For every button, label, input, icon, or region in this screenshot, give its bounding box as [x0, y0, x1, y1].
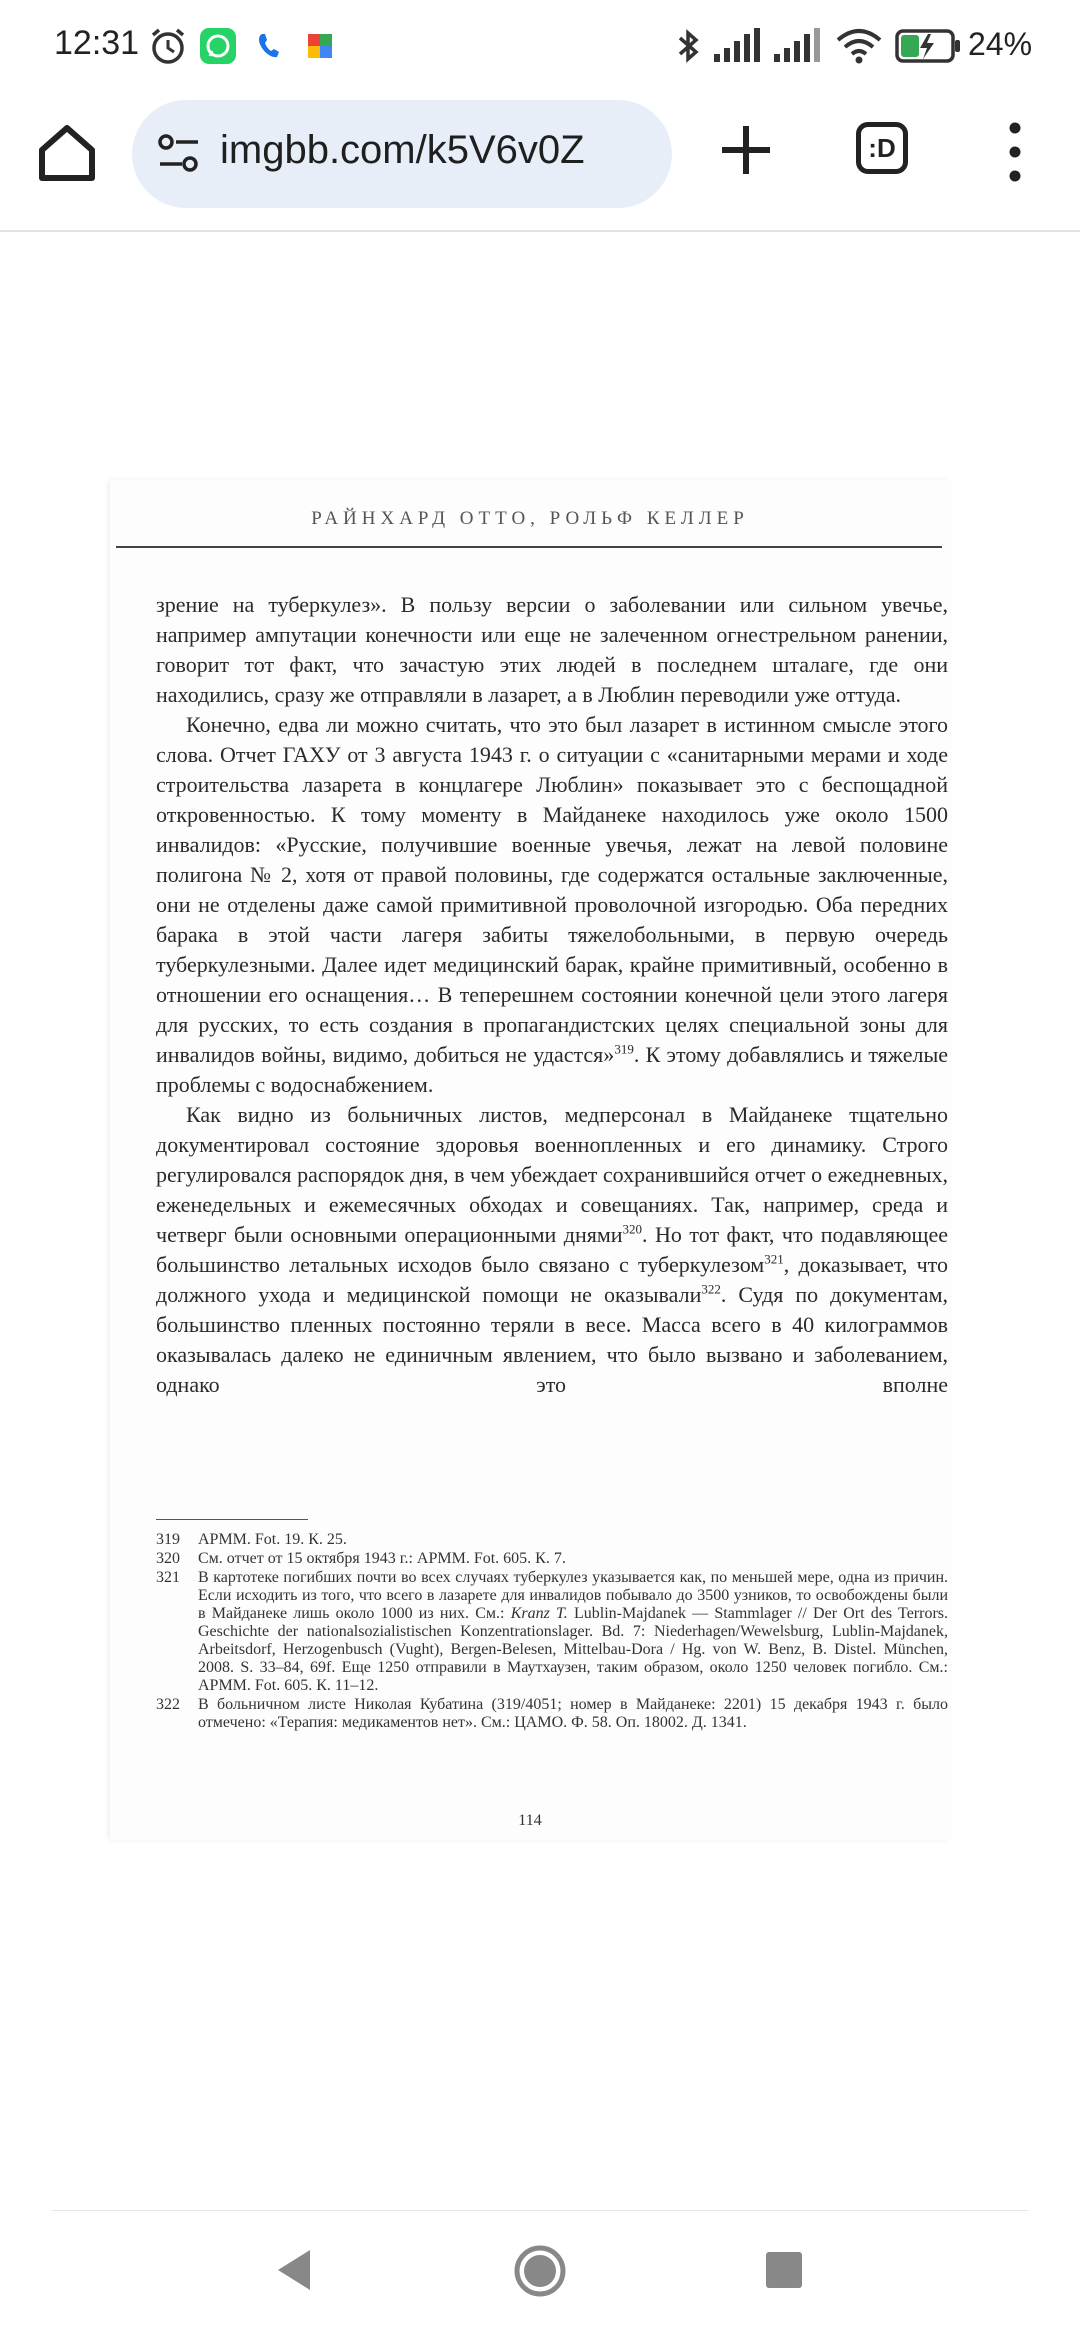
paragraph-text: . К этому добавлялись и тяжелые проблемы с водоснабжением.: [156, 1042, 948, 1097]
footnote-author: Kranz T.: [510, 1605, 568, 1622]
paragraph-text: Конечно, едва ли можно считать, что это был лазарет в истинном смысле этого слова. Отчет ГАХУ от 3 августа 1943 г. о ситуации с «санитарными мерами и ходе строительства лазарета в концлагере Люблин» показывает это с беспощадной откровенностью. К тому моменту в Майданеке находилось уже около 1500 инвалидов: «Русские, получившие военные увечья, лежат на левой половине полигона № 2, хотя от правой половины, где содержатся остальные заключенные, они не отделены даже самой примитивной проволочной изгородью. Оба передних барака в этой части лагеря забиты тяжелобольными, в первую очередь туберкулезными. Далее идет медицинский барак, крайне примитивный, особенно в отношении его оснащения… В теперешнем состоянии конечной цели этого лагеря для русских, то есть создания в пропагандистских целях специальной зоны для инвалидов войны, видимо, добиться не удастся»: [156, 712, 948, 1067]
wifi-icon: [834, 26, 884, 66]
footnote-ref[interactable]: 319: [614, 1041, 634, 1057]
whatsapp-icon: [198, 26, 238, 66]
signal-icon: [772, 26, 824, 66]
site-settings-icon[interactable]: [156, 130, 202, 176]
recents-icon[interactable]: [766, 2252, 802, 2288]
bluetooth-icon: [668, 26, 708, 66]
address-bar[interactable]: [132, 100, 672, 208]
footnote-text: [198, 1569, 948, 1695]
browser-toolbar: [0, 96, 1080, 232]
footnote-ref[interactable]: 321: [764, 1251, 784, 1267]
battery-percent: 24%: [968, 26, 1033, 62]
battery-charging-icon: [894, 26, 962, 66]
page-number: 114: [518, 1812, 542, 1829]
paragraph-text: . Судя по документам, большинство пленных постоянно теряли в весе. Масса всего в 40 килограммов оказывалась далеко не единичным явлением, что было вызвано и заболеванием, однако это вполне: [156, 1282, 948, 1397]
footnote-number: 322: [156, 1696, 180, 1713]
footnote-number: 319: [156, 1531, 180, 1548]
paragraph-text: Как видно из больничных листов, медперсонал в Майданеке тщательно документировал состояние здоровья военнопленных и его динамику. Строго регулировался распорядок дня, в чем убеждает сохранившийся отчет о ежедневных, еженедельных и ежемесячных обходах и совещаниях. Так, например, среда и четверг были основными операционными днями: [156, 1102, 948, 1247]
paragraph: [156, 590, 948, 710]
new-tab-icon[interactable]: [716, 120, 776, 180]
alarm-icon: [148, 26, 188, 66]
footnote: [156, 1696, 948, 1732]
footnote: [156, 1550, 948, 1568]
signal-icon: [712, 26, 764, 66]
url-text[interactable]: imgbb.com/k5V6v0Z: [220, 128, 585, 172]
footnote-text-part: В картотеке погибших почти во всех случаях туберкулез указывается как, по меньшей мере, одна из причин. Если исходить из того, что всего в лазарете для инвалидов побывало до 3500 узников, то освобождены были в Майданеке лишь около 1000 из них. См.:: [198, 1569, 948, 1622]
more-menu-icon[interactable]: [1000, 120, 1030, 184]
footnote-number: 321: [156, 1569, 180, 1586]
running-head: РАЙНХАРД ОТТО, РОЛЬФ КЕЛЛЕР: [311, 508, 749, 529]
phone-icon: [250, 26, 290, 66]
footnote-ref[interactable]: 320: [622, 1221, 643, 1237]
status-time: 12:31: [54, 24, 140, 62]
footnote-text-part: Lublin-Majdanek — Stammlager // Der Ort des Terrors. Geschichte der nationalsozialistischen Konzentrationslager. Bd. 7: Niederhagen/Wewelsburg, Lublin-Majdanek, Arbeitsdorf, Herzogenbusch (Vught), Bergen-Belesen, Mittelbau-Dora / Hg. von W. Benz, B. Distel. München, 2008. S. 33–84, 69f. Еще 1250 отправили в Маутхаузен, таким образом, около 1250 человек погибло. См.: АРММ. Fot. 605. К. 11–12.: [198, 1605, 949, 1694]
paragraph-text: , доказывает, что должного ухода и медицинской помощи не оказывали: [156, 1252, 948, 1307]
home-circle-icon[interactable]: [513, 2244, 567, 2298]
footnote-number: 320: [156, 1550, 180, 1567]
body-text: [156, 590, 948, 1400]
footnote: [156, 1569, 948, 1695]
paragraph-text: зрение на туберкулез». В пользу версии о заболевании или сильном увечье, например ампутации конечности или еще не залеченном огнестрельном ранении, говорит тот факт, что зачастую этих людей в последнем шталаге, где они находились, сразу же отправляли в лазарет, а в Люблин переводили уже оттуда.: [156, 592, 948, 707]
status-bar: [0, 0, 1080, 96]
footnote-ref[interactable]: 322: [701, 1281, 721, 1297]
footnotes: [156, 1531, 948, 1733]
tabs-icon[interactable]: [856, 122, 908, 174]
header-rule: [116, 546, 942, 548]
footnote-rule: [156, 1519, 308, 1520]
footnote-text: См. отчет от 15 октября 1943 г.: АРММ. Fot. 605. К. 7.: [198, 1550, 566, 1567]
footnote-text: В больничном листе Николая Кубатина (319/4051; номер в Майданеке: 2201) 15 декабря 1943 г. было отмечено: «Терапия: медикаментов нет». См.: ЦАМО. Ф. 58. Оп. 18002. Д. 1341.: [198, 1696, 948, 1731]
back-icon[interactable]: [274, 2246, 314, 2294]
paragraph-text: . Но тот факт, что подавляющее большинство летальных исходов было связано с туберкулезом: [156, 1222, 948, 1277]
paragraph: [156, 710, 948, 1100]
puzzle-app-icon: [300, 26, 340, 66]
home-icon[interactable]: [34, 120, 100, 186]
book-page: [110, 480, 950, 1840]
tab-count: :D: [868, 133, 896, 163]
nav-divider: [52, 2210, 1028, 2211]
paragraph: [156, 1100, 948, 1400]
footnote: [156, 1531, 948, 1549]
footnote-text: АРММ. Fot. 19. К. 25.: [198, 1531, 347, 1548]
